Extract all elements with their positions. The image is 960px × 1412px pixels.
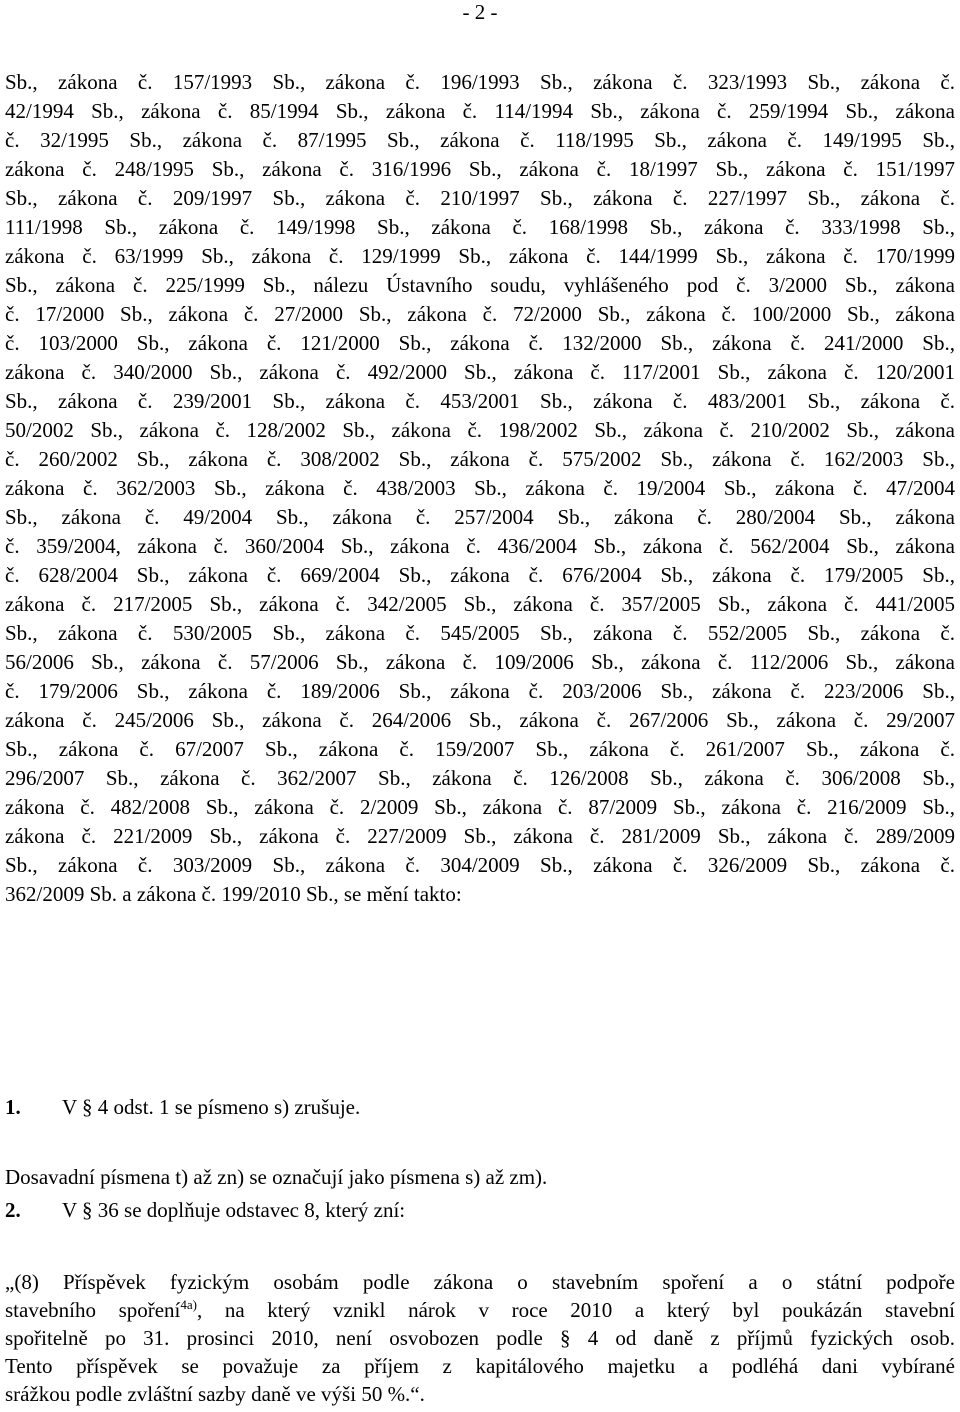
footnote-reference: 4a) (180, 1297, 198, 1312)
point-1 (5, 1093, 360, 1121)
amendment-list-line: Sb., zákona č. 67/2007 Sb., zákona č. 159/2007 Sb., zákona č. 261/2007 Sb., zákona č. (5, 737, 955, 761)
quote-line: srážkou podle zvláštní sazby daně ve výši 50 %.“. (5, 1382, 425, 1406)
point-1-text: V § 4 odst. 1 se písmeno s) zrušuje. (62, 1095, 361, 1119)
amendment-list-line: zákona č. 63/1999 Sb., zákona č. 129/1999 Sb., zákona č. 144/1999 Sb., zákona č. 170/1999 (5, 244, 955, 268)
amendment-list-line: 111/1998 Sb., zákona č. 149/1998 Sb., zákona č. 168/1998 Sb., zákona č. 333/1998 Sb., (5, 215, 955, 239)
amendment-list-line: Sb., zákona č. 303/2009 Sb., zákona č. 304/2009 Sb., zákona č. 326/2009 Sb., zákona č. (5, 853, 955, 877)
quote-text: , na který vznikl nárok v roce 2010 a který byl poukázán stavební (197, 1298, 955, 1322)
amendment-list-line: Sb., zákona č. 157/1993 Sb., zákona č. 196/1993 Sb., zákona č. 323/1993 Sb., zákona č. (5, 70, 955, 94)
point-2 (5, 1196, 405, 1224)
amendment-list-line: Sb., zákona č. 49/2004 Sb., zákona č. 257/2004 Sb., zákona č. 280/2004 Sb., zákona (5, 505, 955, 529)
point-2-number: 2. (5, 1198, 21, 1222)
amendment-list-line: Sb., zákona č. 209/1997 Sb., zákona č. 210/1997 Sb., zákona č. 227/1997 Sb., zákona č. (5, 186, 955, 210)
amendment-list-line: Sb., zákona č. 225/1999 Sb., nálezu Ústavního soudu, vyhlášeného pod č. 3/2000 Sb., zákona (5, 273, 955, 297)
amendment-list-line: zákona č. 221/2009 Sb., zákona č. 227/2009 Sb., zákona č. 281/2009 Sb., zákona č. 289/2009 (5, 824, 955, 848)
quoted-paragraph (5, 1268, 955, 1408)
amendment-list-line: 42/1994 Sb., zákona č. 85/1994 Sb., zákona č. 114/1994 Sb., zákona č. 259/1994 Sb., zákona (5, 99, 955, 123)
point-1-note: Dosavadní písmena t) až zn) se označují jako písmena s) až zm). (5, 1165, 548, 1189)
amendment-list-paragraph (5, 68, 955, 909)
amendment-list-line: Sb., zákona č. 239/2001 Sb., zákona č. 453/2001 Sb., zákona č. 483/2001 Sb., zákona č. (5, 389, 955, 413)
quote-line: „(8) Příspěvek fyzickým osobám podle zákona o stavebním spoření a o státní podpoře (5, 1270, 955, 1294)
quote-line (5, 1296, 955, 1324)
quote-text: stavebního spoření (5, 1298, 181, 1322)
amendment-list-line: zákona č. 245/2006 Sb., zákona č. 264/2006 Sb., zákona č. 267/2006 Sb., zákona č. 29/2007 (5, 708, 955, 732)
amendment-list-line: zákona č. 482/2008 Sb., zákona č. 2/2009 Sb., zákona č. 87/2009 Sb., zákona č. 216/2009 Sb., (5, 795, 955, 819)
amendment-list-line: zákona č. 340/2000 Sb., zákona č. 492/2000 Sb., zákona č. 117/2001 Sb., zákona č. 120/2001 (5, 360, 955, 384)
amendment-list-line: Sb., zákona č. 530/2005 Sb., zákona č. 545/2005 Sb., zákona č. 552/2005 Sb., zákona č. (5, 621, 955, 645)
quote-line: Tento příspěvek se považuje za příjem z kapitálového majetku a podléhá dani vybírané (5, 1354, 955, 1378)
amendment-list-line: 362/2009 Sb. a zákona č. 199/2010 Sb., se mění takto: (5, 882, 462, 906)
amendment-list-line: č. 628/2004 Sb., zákona č. 669/2004 Sb., zákona č. 676/2004 Sb., zákona č. 179/2005 Sb., (5, 563, 955, 587)
amendment-list-line: č. 17/2000 Sb., zákona č. 27/2000 Sb., zákona č. 72/2000 Sb., zákona č. 100/2000 Sb., zákona (5, 302, 955, 326)
amendment-list-line: 296/2007 Sb., zákona č. 362/2007 Sb., zákona č. 126/2008 Sb., zákona č. 306/2008 Sb., (5, 766, 955, 790)
point-1-number: 1. (5, 1095, 21, 1119)
amendment-list-line: č. 260/2002 Sb., zákona č. 308/2002 Sb., zákona č. 575/2002 Sb., zákona č. 162/2003 Sb., (5, 447, 955, 471)
amendment-list-line: zákona č. 217/2005 Sb., zákona č. 342/2005 Sb., zákona č. 357/2005 Sb., zákona č. 441/2005 (5, 592, 955, 616)
point-2-text: V § 36 se doplňuje odstavec 8, který zní: (62, 1198, 406, 1222)
page-number: - 2 - (462, 0, 498, 24)
amendment-list-line: zákona č. 362/2003 Sb., zákona č. 438/2003 Sb., zákona č. 19/2004 Sb., zákona č. 47/2004 (5, 476, 955, 500)
amendment-list-line: č. 32/1995 Sb., zákona č. 87/1995 Sb., zákona č. 118/1995 Sb., zákona č. 149/1995 Sb., (5, 128, 955, 152)
amendment-list-line: č. 103/2000 Sb., zákona č. 121/2000 Sb., zákona č. 132/2000 Sb., zákona č. 241/2000 Sb., (5, 331, 955, 355)
amendment-list-line: č. 179/2006 Sb., zákona č. 189/2006 Sb., zákona č. 203/2006 Sb., zákona č. 223/2006 Sb., (5, 679, 955, 703)
amendment-list-line: 50/2002 Sb., zákona č. 128/2002 Sb., zákona č. 198/2002 Sb., zákona č. 210/2002 Sb., zákona (5, 418, 955, 442)
quote-line: spořitelně po 31. prosinci 2010, není osvobozen podle § 4 od daně z příjmů fyzických osob. (5, 1326, 955, 1350)
amendment-list-line: č. 359/2004, zákona č. 360/2004 Sb., zákona č. 436/2004 Sb., zákona č. 562/2004 Sb., zákona (5, 534, 955, 558)
amendment-list-line: zákona č. 248/1995 Sb., zákona č. 316/1996 Sb., zákona č. 18/1997 Sb., zákona č. 151/1997 (5, 157, 955, 181)
amendment-list-line: 56/2006 Sb., zákona č. 57/2006 Sb., zákona č. 109/2006 Sb., zákona č. 112/2006 Sb., zákona (5, 650, 955, 674)
